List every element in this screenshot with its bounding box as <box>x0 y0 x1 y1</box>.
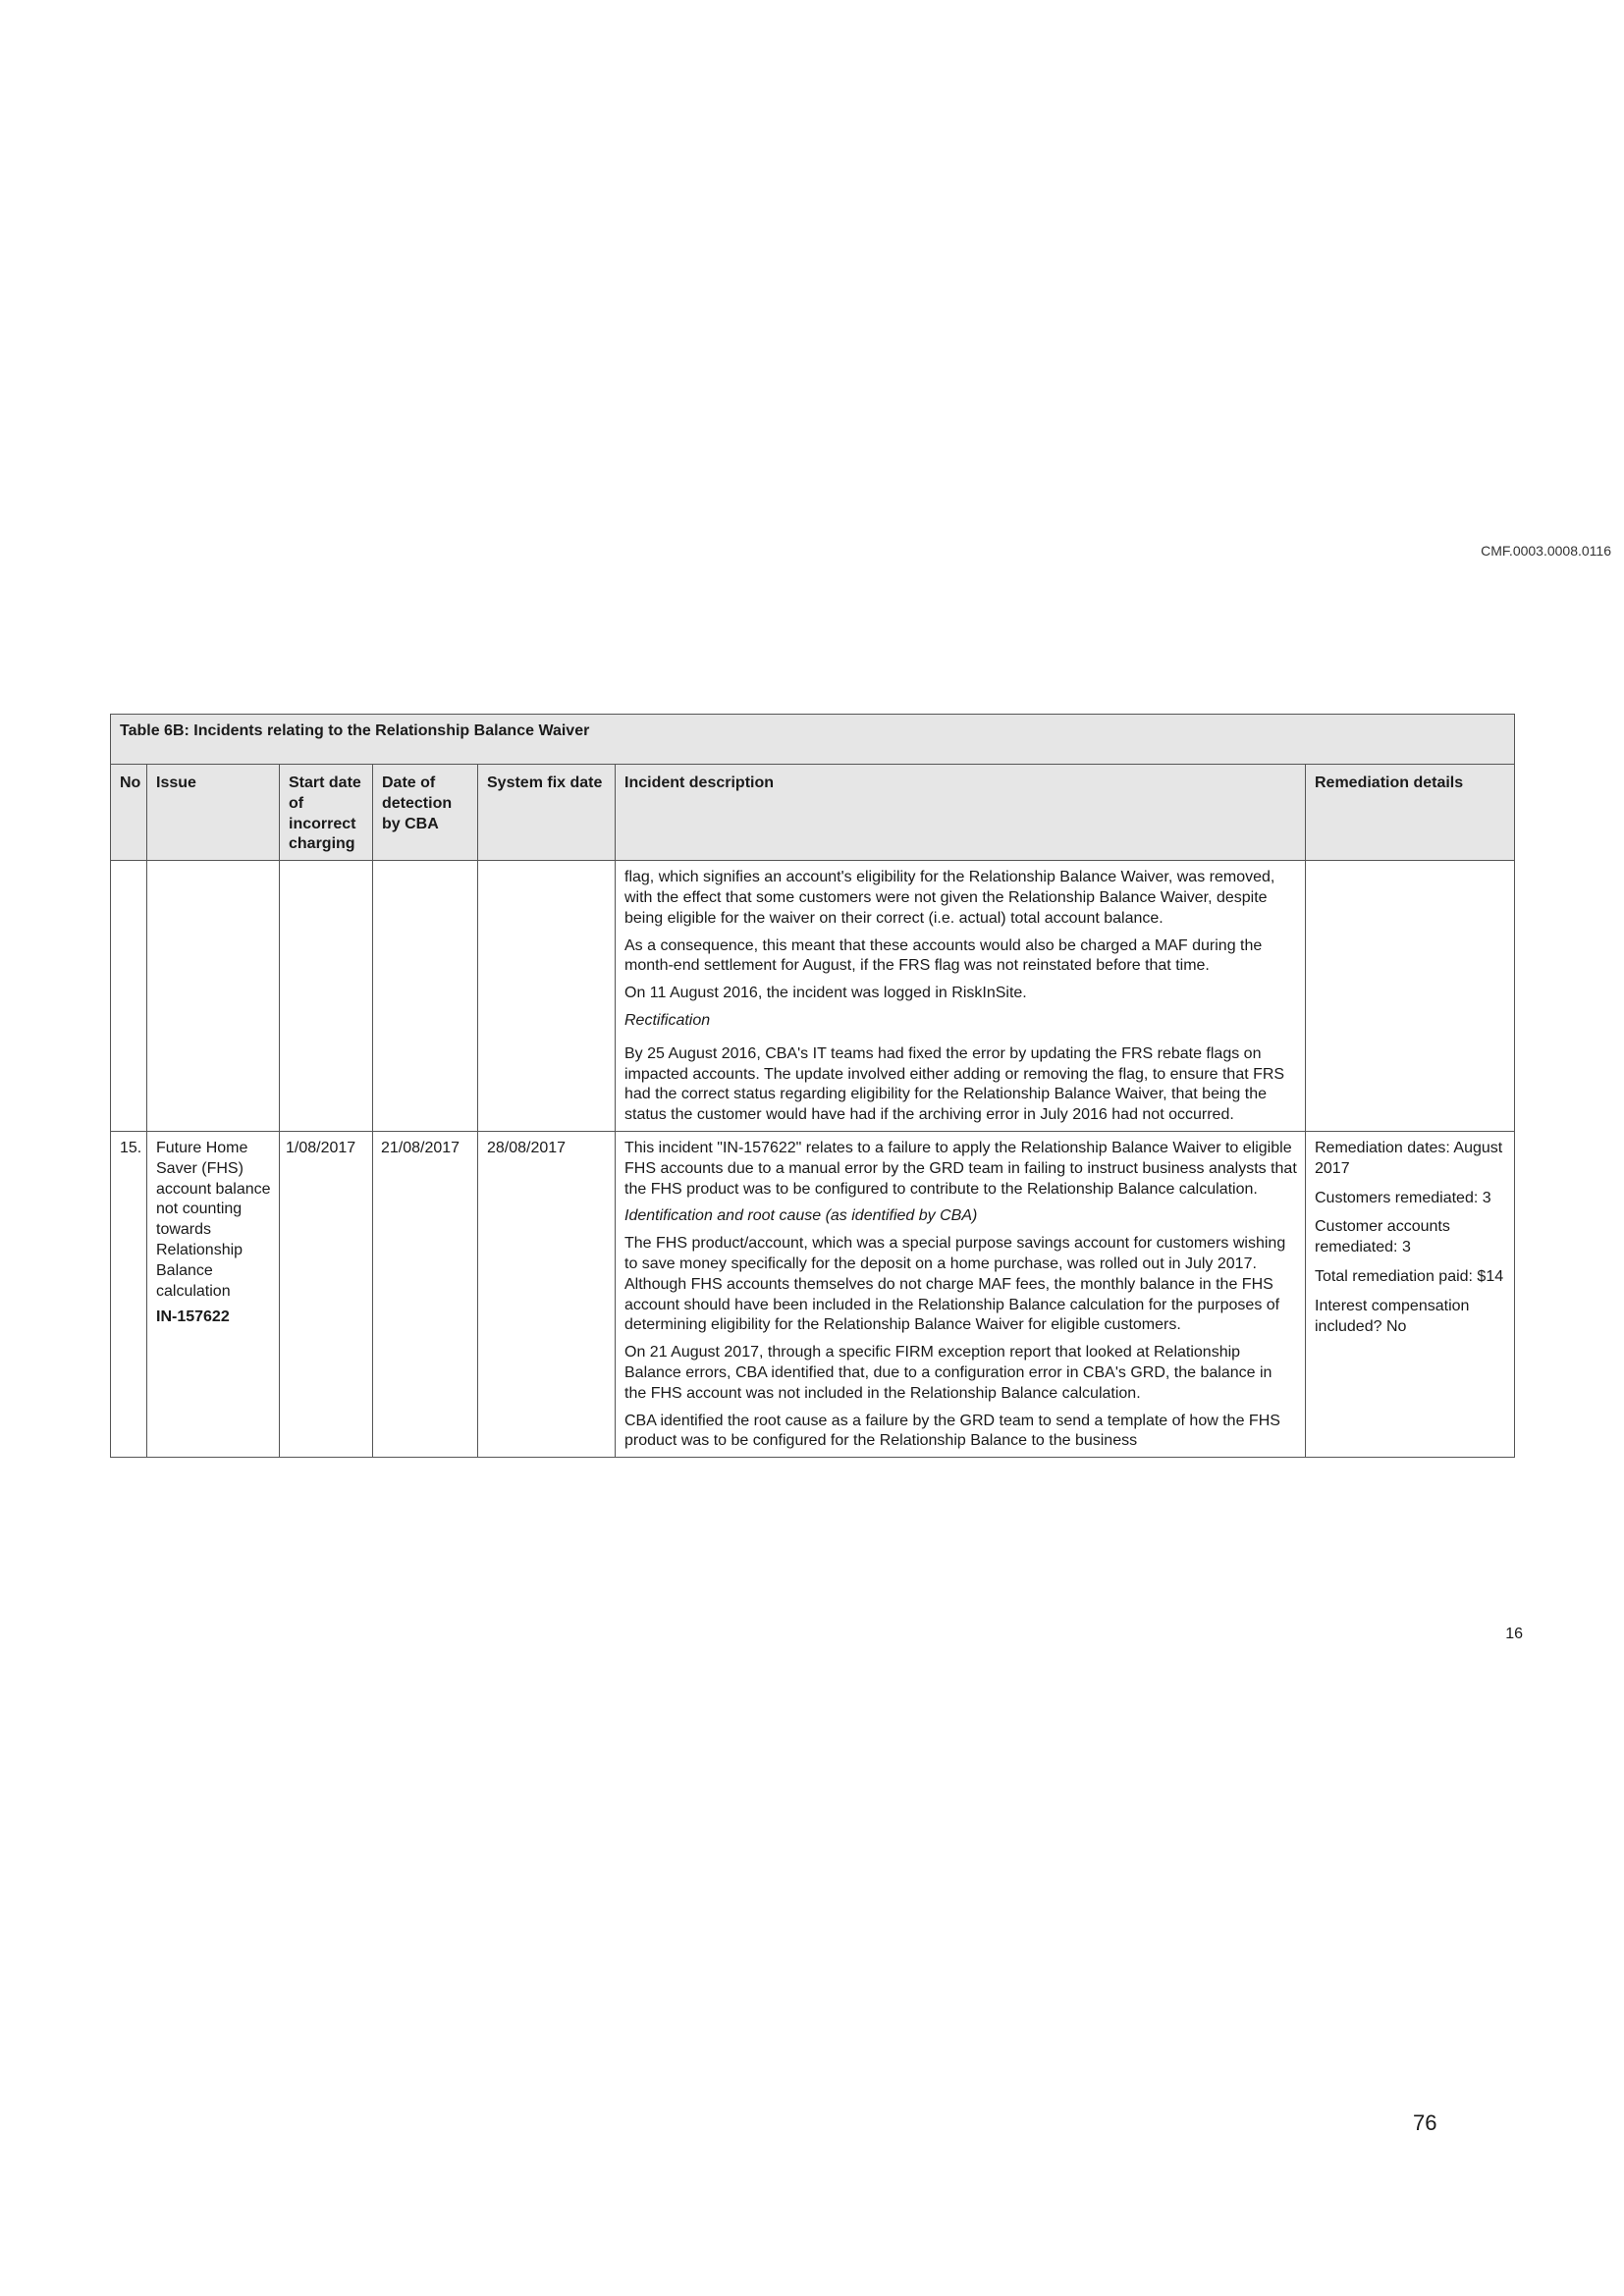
remediation-item: Remediation dates: August 2017 <box>1315 1139 1503 1177</box>
remediation-item: Interest compensation included? No <box>1315 1297 1470 1335</box>
cell-description <box>616 1131 1306 1457</box>
incidents-table-container <box>110 714 1514 1458</box>
cell-fix-date: 28/08/2017 <box>478 1131 616 1457</box>
table-row-continued <box>111 861 1515 1132</box>
cell-remediation-empty <box>1306 861 1515 1132</box>
header-start-date: Start date of incorrect charging <box>280 765 373 861</box>
description-paragraph: On 21 August 2017, through a specific FIRM exception report that looked at Relationship Balance errors, CBA identified that, due to a configuration error in CBA's GRD, the balance in the FHS account was not included in the Relationship Balance calculation. <box>624 1344 1272 1402</box>
description-paragraph: The FHS product/account, which was a special purpose savings account for customers wishing to save money specifically for the deposit on a home purchase, was rolled out in July 2017. Although FHS accounts themselves do not charge MAF fees, the monthly balance in the FHS account should have been included in the Relationship Balance calculation for the purposes of determining eligibility for the Relationship Balance Waiver for eligible customers. <box>624 1235 1286 1334</box>
description-paragraph: flag, which signifies an account's eligibility for the Relationship Balance Waiver, was removed, with the effect that some customers were not given the Relationship Balance Waiver, despite being eligible for the waiver on their correct (i.e. actual) total account balance. <box>624 869 1275 927</box>
page-number: 76 <box>1413 2110 1437 2135</box>
issue-text: Future Home Saver (FHS) account balance not counting towards Relationship Balance calculation <box>156 1139 271 1300</box>
cell-detection-empty <box>373 861 478 1132</box>
header-issue: Issue <box>147 765 280 861</box>
table-row-15 <box>111 1131 1515 1457</box>
cell-issue-empty <box>147 861 280 1132</box>
remediation-item: Customers remediated: 3 <box>1315 1189 1491 1206</box>
remediation-item: Total remediation paid: $14 <box>1315 1267 1504 1285</box>
header-detection-date: Date of detection by CBA <box>373 765 478 861</box>
issue-id: IN-157622 <box>156 1308 230 1326</box>
table-header-row <box>111 765 1515 861</box>
cell-start-empty <box>280 861 373 1132</box>
description-paragraph: On 11 August 2016, the incident was logged in RiskInSite. <box>624 985 1027 1002</box>
description-intro: This incident "IN-157622" relates to a failure to apply the Relationship Balance Waiver to eligible FHS accounts due to a manual error by the GRD team in failing to instruct business analysts that the FHS product was to be configured to contribute to the Relationship Balance calculation. <box>624 1139 1297 1198</box>
cell-remediation <box>1306 1131 1515 1457</box>
cell-no: 15. <box>111 1131 147 1457</box>
cell-fix-empty <box>478 861 616 1132</box>
cell-issue <box>147 1131 280 1457</box>
cell-start-date: 1/08/2017 <box>280 1131 373 1457</box>
header-remediation: Remediation details <box>1306 765 1515 861</box>
document-id: CMF.0003.0008.0116 <box>1481 543 1611 559</box>
rectification-paragraph: By 25 August 2016, CBA's IT teams had fixed the error by updating the FRS rebate flags on impacted accounts. The update involved either adding or removing the flag, to ensure that FRS had the correct status regarding eligibility for the Relationship Balance Waiver, that being the status the customer would have had if the archiving error in July 2016 had not occurred. <box>624 1044 1285 1124</box>
cell-no-empty <box>111 861 147 1132</box>
description-paragraph: CBA identified the root cause as a failure by the GRD team to send a template of how the FHS product was to be configured for the Relationship Balance to the business <box>624 1412 1280 1450</box>
table-caption: Table 6B: Incidents relating to the Relationship Balance Waiver <box>111 715 1515 765</box>
header-description: Incident description <box>616 765 1306 861</box>
inner-page-number: 16 <box>1505 1626 1523 1642</box>
identification-subheading: Identification and root cause (as identified by CBA) <box>624 1207 978 1225</box>
cell-detection-date: 21/08/2017 <box>373 1131 478 1457</box>
incidents-table <box>110 714 1515 1458</box>
rectification-subheading: Rectification <box>624 1011 711 1029</box>
description-paragraph: As a consequence, this meant that these accounts would also be charged a MAF during the month-end settlement for August, if the FRS flag was not reinstated before that time. <box>624 936 1263 975</box>
remediation-item: Customer accounts remediated: 3 <box>1315 1218 1450 1256</box>
header-fix-date: System fix date <box>478 765 616 861</box>
header-no: No <box>111 765 147 861</box>
cell-description-continued <box>616 861 1306 1132</box>
